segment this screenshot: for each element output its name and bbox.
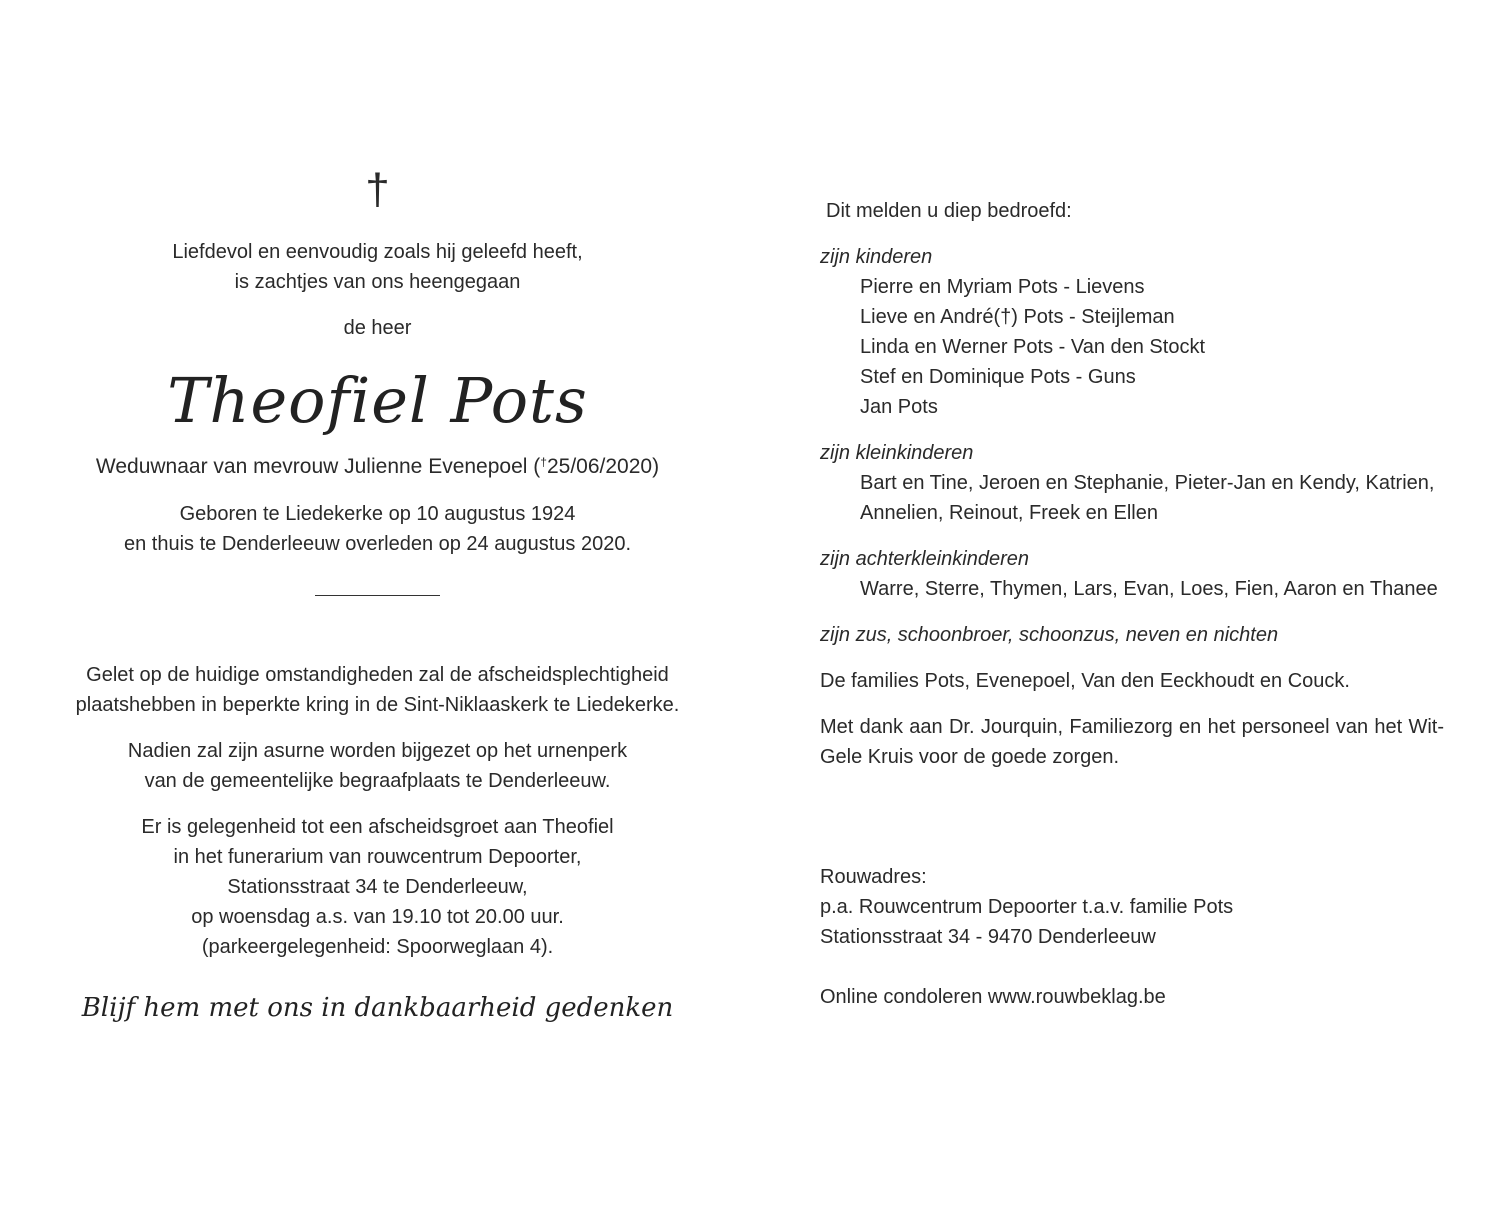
left-panel [40,165,715,1028]
group-label-siblings: zijn zus, schoonbroer, schoonzus, neven en nichten [820,624,1279,646]
online-condolence-link[interactable]: Online condoleren www.rouwbeklag.be [820,986,1166,1008]
farewell-line: (parkeergelegenheid: Spoorweglaan 4). [201,936,554,958]
farewell-line: Stationsstraat 34 te Denderleeuw, [227,876,528,898]
list-item: Jan Pots [860,396,938,418]
address-line: p.a. Rouwcentrum Depoorter t.a.v. familie Pots [820,896,1234,918]
list-item: Annelien, Reinout, Freek en Ellen [860,502,1158,524]
died-line: en thuis te Denderleeuw overleden op 24 augustus 2020. [123,533,632,555]
deceased-name: Theofiel Pots [167,364,588,437]
children-list [820,272,1444,422]
honorific: de heer [343,317,412,339]
thanks-text: Met dank aan Dr. Jourquin, Familiezorg en het personeel van het Wit-Gele Kruis voor de goede zorgen. [820,716,1444,768]
burial-line: van de gemeentelijke begraafplaats te Denderleeuw. [144,770,611,792]
born-line: Geboren te Liedekerke op 10 augustus 1924 [179,503,576,525]
address-line: Stationsstraat 34 - 9470 Denderleeuw [820,926,1156,948]
death-cross-icon: † [540,455,547,469]
list-item: Linda en Werner Pots - Van den Stockt [860,336,1206,358]
list-item: Warre, Sterre, Thymen, Lars, Evan, Loes, Fien, Aaron en Thanee [860,578,1438,600]
intro-text [40,237,715,297]
list-item: Bart en Tine, Jeroen en Stephanie, Pieter-Jan en Kendy, Katrien, [860,472,1435,494]
group-label-children: zijn kinderen [820,246,933,268]
right-panel [820,196,1444,1012]
ceremony-line: Gelet op de huidige omstandigheden zal de afscheidsplechtigheid [86,664,669,686]
mourning-address [820,862,1444,952]
list-item: Stef en Dominique Pots - Guns [860,366,1136,388]
divider [315,595,440,596]
ceremony-info [40,660,715,720]
great-grandchildren-list [820,574,1444,604]
list-item: Lieve en André(†) Pots - Steijleman [860,306,1175,328]
widower-date: 25/06/2020) [546,455,660,478]
farewell-info [40,812,715,962]
list-item: Pierre en Myriam Pots - Lievens [860,276,1145,298]
widower-text: Weduwnaar van mevrouw Julienne Evenepoel ( [95,455,541,478]
ceremony-line: plaatshebben in beperkte kring in de Sint-Niklaaskerk te Liedekerke. [75,694,680,716]
address-line: Rouwadres: [820,866,927,888]
intro-line: Liefdevol en eenvoudig zoals hij geleefd heeft, [172,241,583,263]
motto: Blijf hem met ons in dankbaarheid gedenken [81,993,674,1023]
cross-icon: † [365,165,390,214]
burial-line: Nadien zal zijn asurne worden bijgezet op het urnenperk [127,740,628,762]
farewell-line: Er is gelegenheid tot een afscheidsgroet aan Theofiel [141,816,614,838]
intro-line: is zachtjes van ons heengegaan [234,271,521,293]
burial-info [40,736,715,796]
widower-line [40,447,715,482]
group-label-grandchildren: zijn kleinkinderen [820,442,974,464]
families-line: De families Pots, Evenepoel, Van den Eeckhoudt en Couck. [820,670,1350,692]
group-label-great-grandchildren: zijn achterkleinkinderen [820,548,1030,570]
grandchildren-list [820,468,1444,528]
farewell-line: op woensdag a.s. van 19.10 tot 20.00 uur. [191,906,564,928]
farewell-line: in het funerarium van rouwcentrum Depoorter, [173,846,582,868]
announcement: Dit melden u diep bedroefd: [826,200,1072,222]
birth-death-info [40,499,715,559]
